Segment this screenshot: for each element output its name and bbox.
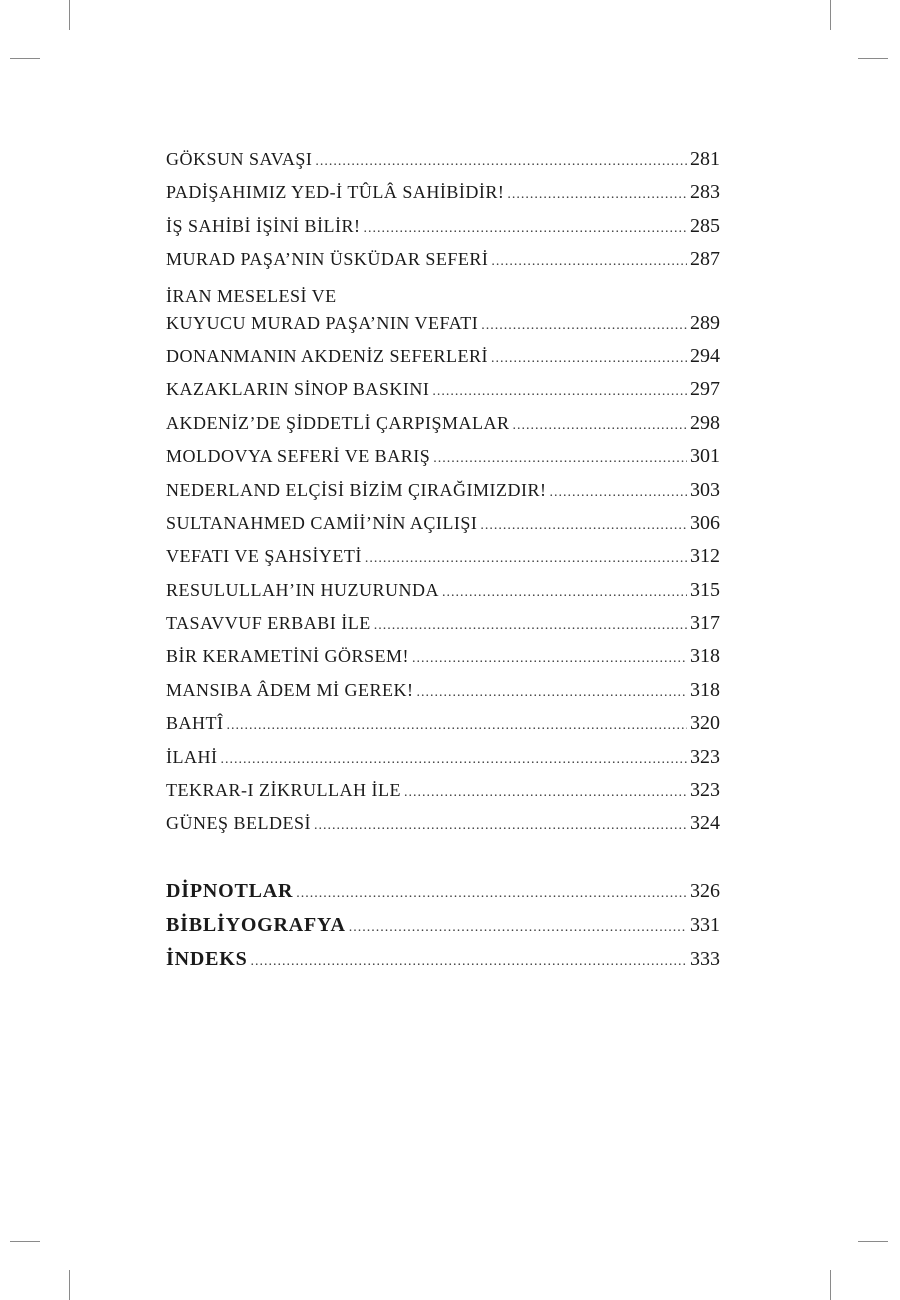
dot-leader [549, 485, 687, 501]
toc-entry[interactable] [166, 282, 720, 345]
toc-entry[interactable] [166, 445, 720, 478]
toc-entry-title: RESULULLAH’IN HUZURUNDA [166, 579, 439, 600]
toc-entry[interactable] [166, 412, 720, 445]
toc-entry[interactable] [166, 645, 720, 678]
crop-mark-top-right [830, 0, 831, 30]
dot-leader [480, 518, 687, 534]
dot-leader [412, 651, 687, 667]
toc-entry-page: 297 [690, 378, 720, 401]
dot-leader [349, 920, 687, 936]
toc-entry-page: 323 [690, 779, 720, 802]
toc-entry[interactable] [166, 215, 720, 248]
toc-entry-page: 323 [690, 745, 720, 768]
dot-leader [417, 685, 687, 701]
toc-entry-page: 289 [690, 311, 720, 334]
toc-entry-page: 281 [690, 148, 720, 170]
toc-entry-title: MURAD PAŞA’NIN ÜSKÜDAR SEFERİ [166, 249, 489, 270]
toc-entry-title: BİR KERAMETİNİ GÖRSEM! [166, 646, 409, 667]
crop-mark-left-bottom [10, 1241, 40, 1242]
dot-leader [442, 585, 687, 601]
toc-entry-page: 315 [690, 578, 720, 601]
toc-entry-title: KUYUCU MURAD PAŞA’NIN VEFATI [166, 312, 479, 333]
toc-entry[interactable] [166, 148, 720, 181]
toc-entry-title: PADİŞAHIMIZ YED-İ TÛLÂ SAHİBİDİR! [166, 182, 505, 203]
dot-leader [491, 254, 687, 270]
dot-leader [364, 221, 688, 237]
toc-entry-page: 306 [690, 511, 720, 534]
dot-leader [296, 886, 687, 902]
dot-leader [251, 954, 688, 970]
toc-entry-title: İŞ SAHİBİ İŞİNİ BİLİR! [166, 215, 361, 236]
toc-entry-title: DONANMANIN AKDENİZ SEFERLERİ [166, 345, 488, 366]
toc-entry[interactable] [166, 812, 720, 845]
toc-entry-title: SULTANAHMED CAMİİ’NİN AÇILIŞI [166, 512, 478, 533]
toc-entry-page: 320 [690, 712, 720, 735]
dot-leader [315, 154, 687, 170]
toc-entry-page: 318 [690, 645, 720, 668]
dot-leader [433, 451, 687, 467]
toc-entry-title: MANSIBA ÂDEM Mİ GEREK! [166, 679, 414, 700]
dot-leader [374, 618, 687, 634]
crop-mark-right-top [858, 58, 888, 59]
crop-mark-right-bottom [858, 1241, 888, 1242]
toc-entry[interactable] [166, 579, 720, 612]
toc-entry-page: 298 [690, 411, 720, 434]
table-of-contents [166, 148, 720, 982]
toc-entry[interactable] [166, 612, 720, 645]
toc-entry-row [166, 312, 720, 345]
toc-entry-page: 326 [690, 879, 720, 902]
dot-leader [432, 384, 687, 400]
toc-entry[interactable] [166, 746, 720, 779]
toc-entry-page: 294 [690, 344, 720, 367]
toc-entry-page: 285 [690, 214, 720, 237]
toc-entry-page: 317 [690, 612, 720, 635]
toc-entry-title: MOLDOVYA SEFERİ VE BARIŞ [166, 446, 431, 467]
dot-leader [481, 318, 687, 334]
dot-leader [227, 718, 688, 734]
toc-entry[interactable] [166, 181, 720, 214]
crop-mark-bottom-right [830, 1270, 831, 1300]
toc-entry-title: BİBLİYOGRAFYA [166, 913, 346, 936]
toc-entry-title: VEFATI VE ŞAHSİYETİ [166, 546, 362, 567]
toc-entry-title: KAZAKLARIN SİNOP BASKINI [166, 379, 430, 400]
toc-entry[interactable] [166, 679, 720, 712]
toc-back-matter-entry[interactable] [166, 914, 720, 948]
section-gap [166, 846, 720, 880]
toc-back-matter-entry[interactable] [166, 948, 720, 982]
toc-entry-title: TASAVVUF ERBABI İLE [166, 613, 371, 634]
crop-mark-bottom-left [69, 1270, 70, 1300]
toc-entry-page: 318 [690, 678, 720, 701]
dot-leader [491, 351, 687, 367]
toc-entry-page: 331 [690, 913, 720, 936]
toc-entry-title: İNDEKS [166, 947, 248, 970]
toc-entry[interactable] [166, 248, 720, 281]
dot-leader [507, 187, 687, 203]
crop-mark-top-left [69, 0, 70, 30]
crop-mark-left-top [10, 58, 40, 59]
toc-entry-title: GÜNEŞ BELDESİ [166, 813, 311, 834]
toc-entry[interactable] [166, 712, 720, 745]
toc-entry-title: İLAHİ [166, 746, 218, 767]
toc-back-matter-entry[interactable] [166, 880, 720, 914]
toc-entry-title-line1: İRAN MESELESİ VE [166, 285, 337, 306]
toc-entry-title: AKDENİZ’DE ŞİDDETLİ ÇARPIŞMALAR [166, 412, 510, 433]
toc-entry-title: TEKRAR-I ZİKRULLAH İLE [166, 780, 401, 801]
toc-entry-title: BAHTÎ [166, 713, 224, 734]
toc-entry[interactable] [166, 779, 720, 812]
dot-leader [220, 752, 687, 768]
toc-entry-page: 283 [690, 181, 720, 204]
toc-entry-page: 287 [690, 248, 720, 271]
toc-entry-title: DİPNOTLAR [166, 879, 294, 902]
toc-entry-page: 324 [690, 812, 720, 835]
toc-entry[interactable] [166, 545, 720, 578]
toc-entry-page: 333 [690, 947, 720, 970]
toc-entry-page: 301 [690, 445, 720, 468]
toc-entry-title: NEDERLAND ELÇİSİ BİZİM ÇIRAĞIMIZDIR! [166, 479, 547, 500]
toc-entry[interactable] [166, 479, 720, 512]
toc-entry[interactable] [166, 378, 720, 411]
toc-entry-page: 312 [690, 545, 720, 568]
dot-leader [365, 551, 687, 567]
toc-entry[interactable] [166, 512, 720, 545]
toc-entry-title: GÖKSUN SAVAŞI [166, 149, 313, 169]
toc-entry-page: 303 [690, 478, 720, 501]
dot-leader [404, 785, 687, 801]
dot-leader [512, 418, 687, 434]
dot-leader [314, 818, 687, 834]
toc-entry[interactable] [166, 345, 720, 378]
